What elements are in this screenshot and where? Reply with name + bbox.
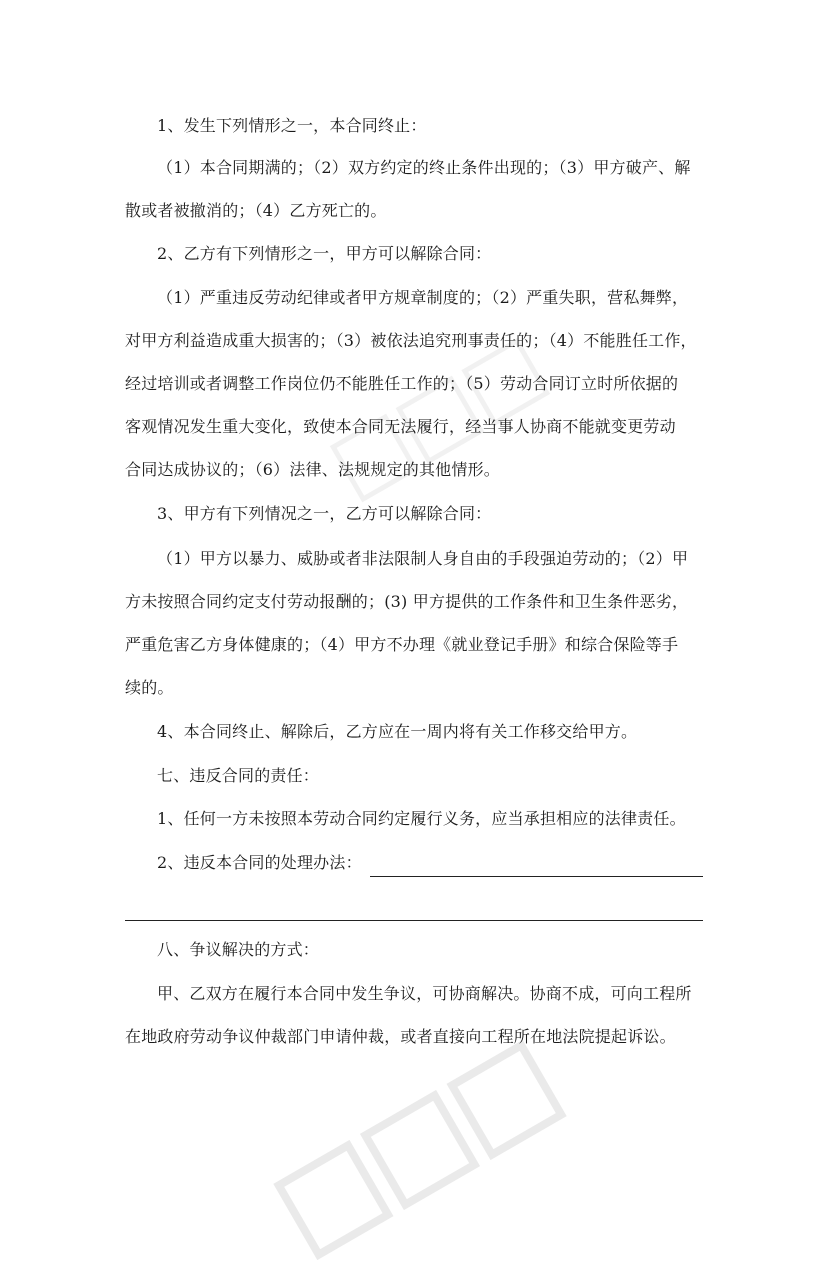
handling-method-fill-line-2[interactable]: [125, 920, 703, 921]
clause-1-body-line-1: （1）本合同期满的；（2）双方约定的终止条件出现的；（3）甲方破产、解: [157, 158, 691, 177]
clause-3-body-line-1: （1）甲方以暴力、威胁或者非法限制人身自由的手段强迫劳动的；（2）甲: [157, 549, 689, 568]
section-7-item-2-label: 2、违反本合同的处理办法：: [157, 853, 362, 872]
section-7-heading: 七、违反合同的责任：: [157, 766, 320, 785]
clause-1-heading: 1、发生下列情形之一，本合同终止：: [157, 116, 427, 135]
clause-1-body-line-2: 散或者被撤消的；（4）乙方死亡的。: [125, 201, 387, 220]
clause-2-body-line-5: 合同达成协议的；（6）法律、法规规定的其他情形。: [125, 460, 500, 479]
watermark-bottom-icon: [260, 1023, 580, 1277]
clause-2-heading: 2、乙方有下列情形之一，甲方可以解除合同：: [157, 244, 492, 263]
section-7-item-1: 1、任何一方未按照本劳动合同约定履行义务，应当承担相应的法律责任。: [157, 809, 686, 828]
section-8-body-line-1: 甲、乙双方在履行本合同中发生争议，可协商解决。协商不成，可向工程所: [157, 984, 692, 1003]
clause-2-body-line-4: 客观情况发生重大变化，致使本合同无法履行，经当事人协商不能就变更劳动: [125, 417, 676, 436]
section-8-heading: 八、争议解决的方式：: [157, 940, 320, 959]
clause-3-body-line-2: 方未按照合同约定支付劳动报酬的；(3) 甲方提供的工作条件和卫生条件恶劣，: [125, 592, 689, 611]
clause-2-body-line-3: 经过培训或者调整工作岗位仍不能胜任工作的；（5）劳动合同订立时所依据的: [125, 374, 679, 393]
clause-2-body-line-2: 对甲方利益造成重大损害的；（3）被依法追究刑事责任的；（4）不能胜任工作，: [125, 331, 697, 350]
section-8-body-line-2: 在地政府劳动争议仲裁部门申请仲裁，或者直接向工程所在地法院提起诉讼。: [125, 1027, 676, 1046]
clause-3-body-line-4: 续的。: [125, 678, 174, 697]
clause-3-body-line-3: 严重危害乙方身体健康的；（4）甲方不办理《就业登记手册》和综合保险等手: [125, 635, 679, 654]
handling-method-fill-line[interactable]: [370, 876, 703, 877]
clause-3-heading: 3、甲方有下列情况之一，乙方可以解除合同：: [157, 504, 492, 523]
clause-2-body-line-1: （1）严重违反劳动纪律或者甲方规章制度的；（2）严重失职，营私舞弊，: [157, 288, 689, 307]
clause-4: 4、本合同终止、解除后，乙方应在一周内将有关工作移交给甲方。: [157, 722, 638, 741]
